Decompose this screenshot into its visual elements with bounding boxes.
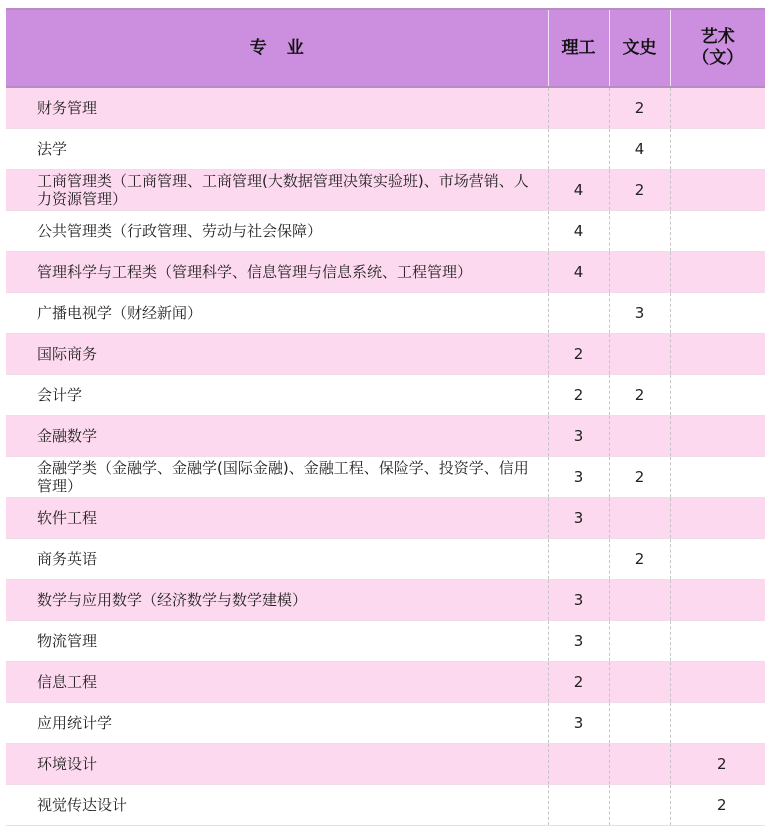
cell-liberal-arts: 3 (609, 293, 670, 334)
cell-major: 应用统计学 (6, 703, 548, 744)
cell-major: 国际商务 (6, 334, 548, 375)
cell-art (670, 170, 765, 211)
table-row (6, 703, 765, 744)
table-header (6, 9, 765, 87)
cell-science: 3 (548, 580, 609, 621)
table-row (6, 539, 765, 580)
table-row (6, 498, 765, 539)
cell-liberal-arts: 2 (609, 170, 670, 211)
header-row (6, 9, 765, 87)
cell-liberal-arts (609, 498, 670, 539)
table-row (6, 293, 765, 334)
cell-major: 视觉传达设计 (6, 785, 548, 826)
cell-major: 法学 (6, 129, 548, 170)
cell-art (670, 334, 765, 375)
cell-art (670, 621, 765, 662)
cell-liberal-arts (609, 334, 670, 375)
cell-science: 3 (548, 457, 609, 498)
table-row (6, 744, 765, 785)
table-row (6, 252, 765, 293)
cell-major: 软件工程 (6, 498, 548, 539)
cell-science (548, 785, 609, 826)
header-art (670, 9, 765, 87)
cell-art (670, 498, 765, 539)
cell-art (670, 211, 765, 252)
cell-major: 环境设计 (6, 744, 548, 785)
cell-science (548, 539, 609, 580)
cell-liberal-arts (609, 580, 670, 621)
table-row (6, 129, 765, 170)
table-row (6, 580, 765, 621)
cell-art (670, 539, 765, 580)
cell-art (670, 662, 765, 703)
cell-art (670, 416, 765, 457)
cell-science: 2 (548, 375, 609, 416)
cell-major: 金融数学 (6, 416, 548, 457)
cell-art (670, 375, 765, 416)
cell-major: 广播电视学（财经新闻） (6, 293, 548, 334)
cell-art (670, 580, 765, 621)
cell-science (548, 87, 609, 129)
cell-art: 2 (670, 744, 765, 785)
cell-liberal-arts (609, 703, 670, 744)
cell-science: 3 (548, 703, 609, 744)
table-row (6, 662, 765, 703)
cell-liberal-arts: 2 (609, 539, 670, 580)
cell-liberal-arts: 2 (609, 457, 670, 498)
cell-art (670, 457, 765, 498)
table-row (6, 87, 765, 129)
cell-major: 财务管理 (6, 87, 548, 129)
cell-science (548, 129, 609, 170)
table-row (6, 375, 765, 416)
cell-liberal-arts (609, 662, 670, 703)
cell-science: 3 (548, 621, 609, 662)
cell-major: 管理科学与工程类（管理科学、信息管理与信息系统、工程管理） (6, 252, 548, 293)
cell-science: 4 (548, 170, 609, 211)
header-science: 理工 (548, 9, 609, 87)
header-art-line1: 艺术 (700, 27, 735, 47)
cell-art (670, 703, 765, 744)
table-row (6, 211, 765, 252)
header-art-line2: （文） (692, 48, 744, 68)
table-row (6, 416, 765, 457)
cell-major: 金融学类（金融学、金融学(国际金融)、金融工程、保险学、投资学、信用管理） (6, 457, 548, 498)
cell-liberal-arts: 4 (609, 129, 670, 170)
cell-liberal-arts (609, 416, 670, 457)
cell-major: 工商管理类（工商管理、工商管理(大数据管理决策实验班)、市场营销、人力资源管理） (6, 170, 548, 211)
cell-science: 4 (548, 252, 609, 293)
cell-science: 2 (548, 334, 609, 375)
cell-art (670, 87, 765, 129)
header-major-label: 专业 (249, 37, 324, 58)
cell-major: 物流管理 (6, 621, 548, 662)
cell-liberal-arts: 2 (609, 87, 670, 129)
cell-liberal-arts: 2 (609, 375, 670, 416)
header-major (6, 9, 548, 87)
table-row (6, 457, 765, 498)
cell-liberal-arts (609, 744, 670, 785)
cell-liberal-arts (609, 621, 670, 662)
cell-science: 4 (548, 211, 609, 252)
table-row (6, 334, 765, 375)
cell-science: 2 (548, 662, 609, 703)
cell-liberal-arts (609, 211, 670, 252)
cell-major: 信息工程 (6, 662, 548, 703)
cell-liberal-arts (609, 785, 670, 826)
cell-major: 会计学 (6, 375, 548, 416)
cell-major: 商务英语 (6, 539, 548, 580)
cell-liberal-arts (609, 252, 670, 293)
cell-major: 公共管理类（行政管理、劳动与社会保障） (6, 211, 548, 252)
table-row (6, 170, 765, 211)
cell-art (670, 252, 765, 293)
cell-science: 3 (548, 498, 609, 539)
cell-major: 数学与应用数学（经济数学与数学建模） (6, 580, 548, 621)
cell-science (548, 744, 609, 785)
cell-art: 2 (670, 785, 765, 826)
enrollment-table (6, 8, 765, 826)
table-row (6, 621, 765, 662)
cell-art (670, 129, 765, 170)
cell-science (548, 293, 609, 334)
table-row (6, 785, 765, 826)
header-liberal-arts: 文史 (609, 9, 670, 87)
table-body (6, 87, 765, 826)
cell-science: 3 (548, 416, 609, 457)
cell-art (670, 293, 765, 334)
